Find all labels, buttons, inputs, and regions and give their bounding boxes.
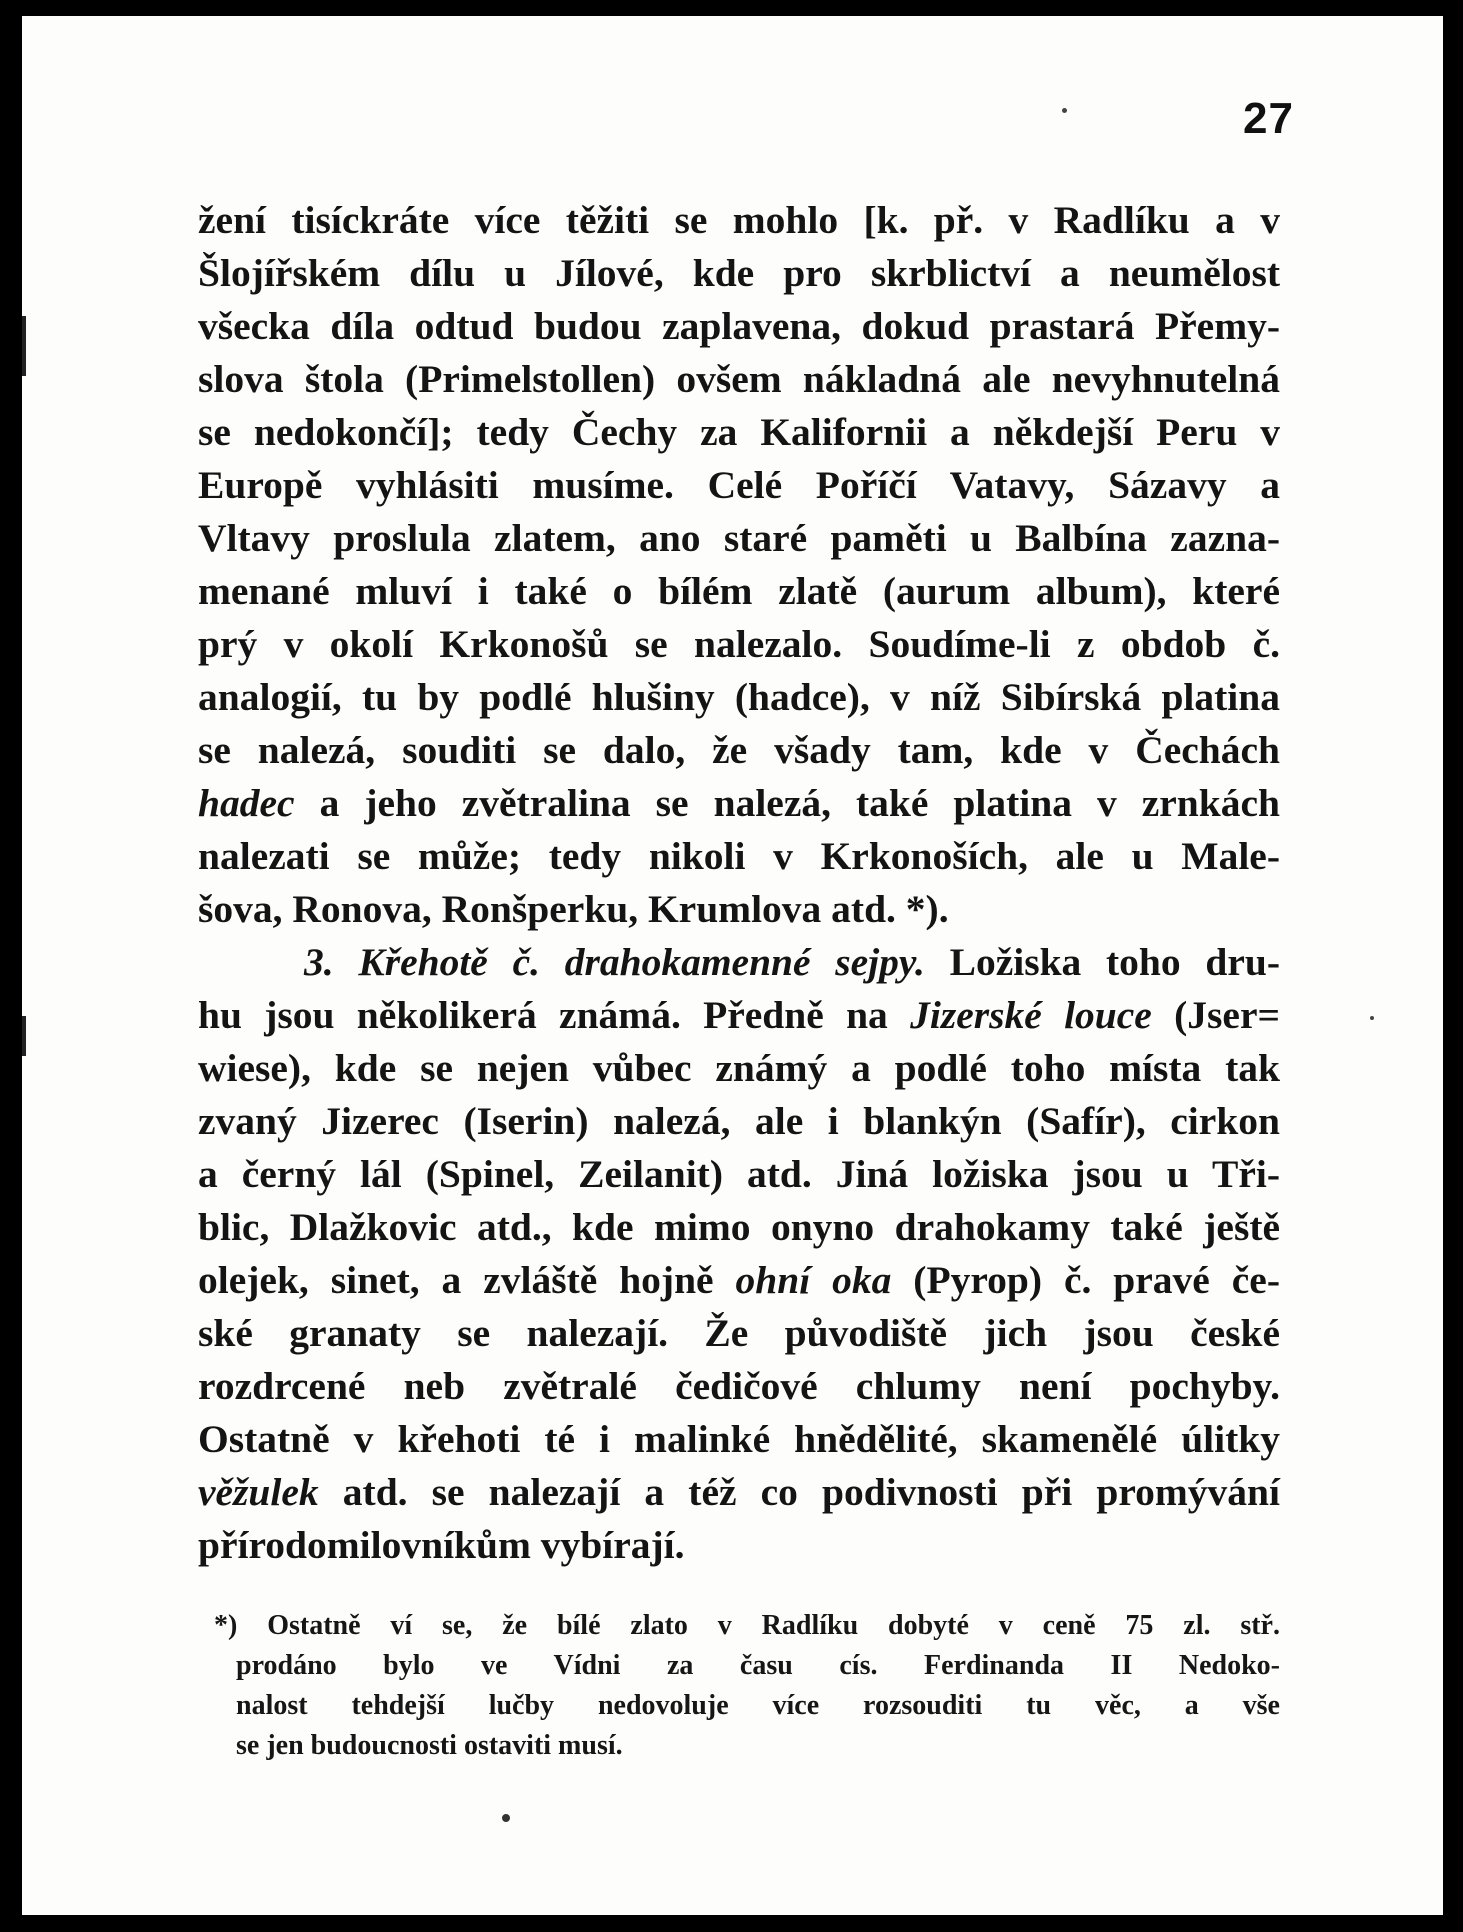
- italic-phrase: hadec: [198, 781, 295, 825]
- page-number: 27: [1243, 94, 1294, 143]
- footnote-line: se jen budoucnosti ostaviti musí.: [236, 1730, 623, 1761]
- text-run: rozdrcené neb zvětralé čedičové chlumy není pochyby.: [198, 1364, 1280, 1408]
- text-run: hu jsou několikerá známá. Předně na: [198, 993, 911, 1037]
- text-line: [198, 1201, 1280, 1254]
- text-run: a jeho zvětralina se nalezá, také platina v zrnkách: [294, 781, 1280, 825]
- text-line: [198, 459, 1280, 512]
- text-line: [198, 406, 1280, 459]
- text-line: [198, 1466, 1280, 1519]
- text-line: [198, 724, 1280, 777]
- text-run: nalezati se může; tedy nikoli v Krkonoších, ale u Male-: [198, 834, 1280, 878]
- footnote-line: prodáno bylo ve Vídni za času cís. Ferdinanda II Nedoko-: [236, 1650, 1280, 1681]
- text-run: Europě vyhlásiti musíme. Celé Poříčí Vatavy, Sázavy a: [198, 463, 1280, 507]
- text-line: [198, 883, 1280, 936]
- print-speck: [1062, 108, 1067, 113]
- text-line: [198, 1307, 1280, 1360]
- text-line: [198, 1254, 1280, 1307]
- print-speck: [502, 1814, 510, 1822]
- italic-phrase: Jizerské louce: [910, 993, 1152, 1037]
- text-run: přírodomilovníkům vybírají.: [198, 1523, 685, 1567]
- text-run: slova štola (Primelstollen) ovšem nákladná ale nevyhnutelná: [198, 357, 1280, 401]
- text-line: [198, 1413, 1280, 1466]
- footnote-line: nalost tehdejší lučby nedovoluje více rozsouditi tu věc, a vše: [236, 1690, 1280, 1721]
- text-run: žení tisíckráte více těžiti se mohlo [k. př. v Radlíku a v: [198, 198, 1280, 242]
- text-run: ské granaty se nalezají. Že původiště jich jsou české: [198, 1311, 1280, 1355]
- text-run: zvaný Jizerec (Iserin) nalezá, ale i blankýn (Safír), cirkon: [198, 1099, 1280, 1143]
- text-line: [198, 565, 1280, 618]
- footnote-line: *) Ostatně ví se, že bílé zlato v Radlíku dobyté v ceně 75 zl. stř.: [214, 1610, 1280, 1641]
- text-line: [198, 1519, 1280, 1572]
- footnote: [214, 1606, 1280, 1766]
- text-line: [198, 247, 1280, 300]
- text-run: Vltavy proslula zlatem, ano staré paměti u Balbína zazna-: [198, 516, 1280, 560]
- text-run: se nedokončí]; tedy Čechy za Kalifornii a někdejší Peru v: [198, 410, 1280, 454]
- text-line: [198, 1360, 1280, 1413]
- text-run: (Pyrop) č. pravé če-: [891, 1258, 1280, 1302]
- text-line: [198, 936, 1280, 989]
- italic-phrase: věžulek: [198, 1470, 319, 1514]
- text-run: prý v okolí Krkonošů se nalezalo. Soudíme-li z obdob č.: [198, 622, 1280, 666]
- text-line: [198, 618, 1280, 671]
- text-line: [198, 300, 1280, 353]
- text-line: [198, 671, 1280, 724]
- text-line: [198, 830, 1280, 883]
- text-line: [198, 989, 1280, 1042]
- text-line: [198, 1042, 1280, 1095]
- book-page: [22, 16, 1443, 1915]
- text-run: Ložiska toho dru-: [924, 940, 1281, 984]
- text-line: [198, 1148, 1280, 1201]
- text-run: wiese), kde se nejen vůbec známý a podlé toho místa tak: [198, 1046, 1280, 1090]
- text-run: šova, Ronova, Ronšperku, Krumlova atd. *).: [198, 887, 949, 931]
- text-run: Šlojířském dílu u Jílové, kde pro skrblictví a neumělost: [198, 251, 1280, 295]
- text-line: [198, 353, 1280, 406]
- text-line: [198, 1095, 1280, 1148]
- text-run: Ostatně v křehoti té i malinké hnědělité, skamenělé úlitky: [198, 1417, 1280, 1461]
- print-speck: [1370, 1016, 1374, 1020]
- text-run: atd. se nalezají a též co podivnosti při promývání: [318, 1470, 1280, 1514]
- text-run: analogií, tu by podlé hlušiny (hadce), v níž Sibírská platina: [198, 675, 1280, 719]
- page-edge-mark: [22, 316, 26, 376]
- body-text: [198, 194, 1280, 1572]
- text-run: všecka díla odtud budou zaplavena, dokud prastará Přemy-: [198, 304, 1280, 348]
- text-line: [198, 512, 1280, 565]
- italic-phrase: ohní oka: [735, 1258, 892, 1302]
- text-run: (Jser=: [1151, 993, 1280, 1037]
- page-edge-mark: [22, 1016, 26, 1056]
- text-run: olejek, sinet, a zvláště hojně: [198, 1258, 736, 1302]
- text-line: [198, 777, 1280, 830]
- text-run: se nalezá, souditi se dalo, že všady tam, kde v Čechách: [198, 728, 1280, 772]
- italic-phrase: 3. Křehotě č. drahokamenné sejpy.: [304, 940, 925, 984]
- text-line: [198, 194, 1280, 247]
- text-run: a černý lál (Spinel, Zeilanit) atd. Jiná ložiska jsou u Tři-: [198, 1152, 1280, 1196]
- text-run: menané mluví i také o bílém zlatě (aurum album), které: [198, 569, 1280, 613]
- text-run: blic, Dlažkovic atd., kde mimo onyno drahokamy také ještě: [198, 1205, 1280, 1249]
